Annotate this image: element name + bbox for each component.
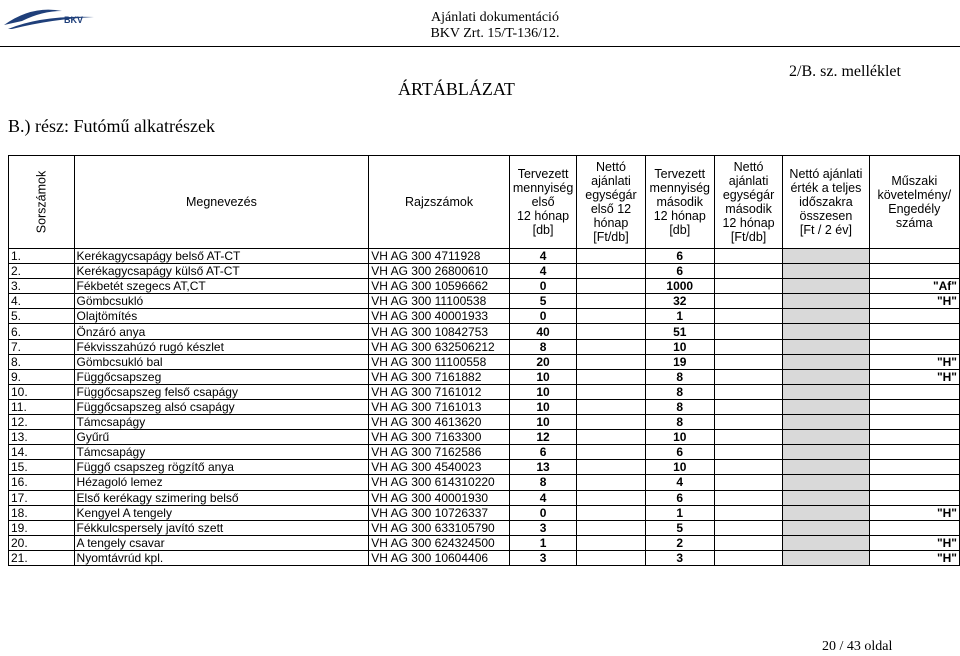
unit-price-first-year xyxy=(577,550,645,565)
quantity-second-year: 4 xyxy=(645,475,714,490)
item-name: Függőcsapszeg xyxy=(74,369,369,384)
table-row xyxy=(9,445,960,460)
total-value xyxy=(783,279,869,294)
drawing-number: VH AG 300 633105790 xyxy=(369,520,510,535)
total-value xyxy=(783,309,869,324)
quantity-second-year: 8 xyxy=(645,369,714,384)
table-row xyxy=(9,354,960,369)
table-row xyxy=(9,264,960,279)
unit-price-second-year xyxy=(714,505,782,520)
quantity-first-year: 0 xyxy=(509,279,577,294)
row-number: 17. xyxy=(9,490,75,505)
item-name: Függőcsapszeg felső csapágy xyxy=(74,384,369,399)
total-value xyxy=(783,475,869,490)
drawing-number: VH AG 300 4540023 xyxy=(369,460,510,475)
table-row xyxy=(9,294,960,309)
table-row xyxy=(9,384,960,399)
drawing-number: VH AG 300 7162586 xyxy=(369,445,510,460)
quantity-first-year: 5 xyxy=(509,294,577,309)
technical-requirement xyxy=(869,520,959,535)
technical-requirement xyxy=(869,339,959,354)
total-value xyxy=(783,324,869,339)
col-header-quantity-first: Tervezett mennyiség első 12 hónap [db] xyxy=(509,156,577,249)
technical-requirement: "H" xyxy=(869,535,959,550)
item-name: Olajtömítés xyxy=(74,309,369,324)
item-name: Fékkulcspersely javító szett xyxy=(74,520,369,535)
technical-requirement: "Af" xyxy=(869,279,959,294)
total-value xyxy=(783,294,869,309)
row-number: 21. xyxy=(9,550,75,565)
item-name: Első kerékagy szimering belső xyxy=(74,490,369,505)
row-number: 19. xyxy=(9,520,75,535)
item-name: Függő csapszeg rögzítő anya xyxy=(74,460,369,475)
table-row xyxy=(9,279,960,294)
unit-price-second-year xyxy=(714,309,782,324)
drawing-number: VH AG 300 10842753 xyxy=(369,324,510,339)
quantity-first-year: 13 xyxy=(509,460,577,475)
unit-price-first-year xyxy=(577,309,645,324)
unit-price-second-year xyxy=(714,354,782,369)
row-number: 12. xyxy=(9,415,75,430)
col-header-total-value: Nettó ajánlati érték a teljes időszakra összesen [Ft / 2 év] xyxy=(783,156,869,249)
price-table xyxy=(8,155,960,566)
unit-price-second-year xyxy=(714,264,782,279)
table-header-row xyxy=(9,156,960,249)
quantity-second-year: 19 xyxy=(645,354,714,369)
quantity-second-year: 2 xyxy=(645,535,714,550)
total-value xyxy=(783,490,869,505)
drawing-number: VH AG 300 7161882 xyxy=(369,369,510,384)
table-row xyxy=(9,430,960,445)
table-row xyxy=(9,249,960,264)
drawing-number: VH AG 300 614310220 xyxy=(369,475,510,490)
quantity-second-year: 1000 xyxy=(645,279,714,294)
drawing-number: VH AG 300 10604406 xyxy=(369,550,510,565)
unit-price-second-year xyxy=(714,369,782,384)
table-row xyxy=(9,369,960,384)
row-number: 6. xyxy=(9,324,75,339)
quantity-first-year: 3 xyxy=(509,550,577,565)
quantity-second-year: 8 xyxy=(645,415,714,430)
table-row xyxy=(9,505,960,520)
table-row xyxy=(9,535,960,550)
unit-price-second-year xyxy=(714,460,782,475)
row-number: 20. xyxy=(9,535,75,550)
col-header-quantity-second: Tervezett mennyiség második 12 hónap [db] xyxy=(645,156,714,249)
quantity-second-year: 6 xyxy=(645,490,714,505)
drawing-number: VH AG 300 11100538 xyxy=(369,294,510,309)
quantity-second-year: 6 xyxy=(645,445,714,460)
unit-price-first-year xyxy=(577,399,645,414)
technical-requirement xyxy=(869,430,959,445)
unit-price-first-year xyxy=(577,339,645,354)
quantity-first-year: 8 xyxy=(509,475,577,490)
drawing-number: VH AG 300 10726337 xyxy=(369,505,510,520)
quantity-second-year: 8 xyxy=(645,399,714,414)
unit-price-second-year xyxy=(714,324,782,339)
table-row xyxy=(9,460,960,475)
page-title: ÁRTÁBLÁZAT xyxy=(398,79,515,99)
unit-price-second-year xyxy=(714,249,782,264)
unit-price-second-year xyxy=(714,399,782,414)
row-number: 18. xyxy=(9,505,75,520)
unit-price-second-year xyxy=(714,430,782,445)
item-name: Fékbetét szegecs AT,CT xyxy=(74,279,369,294)
technical-requirement xyxy=(869,264,959,279)
quantity-second-year: 6 xyxy=(645,264,714,279)
row-number: 8. xyxy=(9,354,75,369)
unit-price-second-year xyxy=(714,490,782,505)
quantity-second-year: 10 xyxy=(645,339,714,354)
row-number: 9. xyxy=(9,369,75,384)
header-doc-title: Ajánlati dokumentáció xyxy=(431,10,559,25)
row-number: 15. xyxy=(9,460,75,475)
col-header-megnevezes: Megnevezés xyxy=(74,156,369,249)
quantity-first-year: 3 xyxy=(509,520,577,535)
annex-label: 2/B. sz. melléklet xyxy=(789,63,901,80)
row-number: 10. xyxy=(9,384,75,399)
item-name: Kengyel A tengely xyxy=(74,505,369,520)
quantity-first-year: 10 xyxy=(509,369,577,384)
total-value xyxy=(783,264,869,279)
total-value xyxy=(783,249,869,264)
unit-price-first-year xyxy=(577,264,645,279)
quantity-first-year: 40 xyxy=(509,324,577,339)
quantity-second-year: 3 xyxy=(645,550,714,565)
total-value xyxy=(783,430,869,445)
technical-requirement xyxy=(869,384,959,399)
unit-price-second-year xyxy=(714,535,782,550)
technical-requirement xyxy=(869,415,959,430)
item-name: Támcsapágy xyxy=(74,415,369,430)
unit-price-first-year xyxy=(577,279,645,294)
drawing-number: VH AG 300 7161013 xyxy=(369,399,510,414)
row-number: 14. xyxy=(9,445,75,460)
quantity-first-year: 4 xyxy=(509,490,577,505)
header-rule xyxy=(0,46,960,47)
quantity-second-year: 51 xyxy=(645,324,714,339)
col-header-rajzszam: Rajzszámok xyxy=(369,156,510,249)
logo-text: BKV xyxy=(64,15,84,25)
table-row xyxy=(9,324,960,339)
quantity-second-year: 8 xyxy=(645,384,714,399)
quantity-first-year: 1 xyxy=(509,535,577,550)
item-name: Gömbcsukló bal xyxy=(74,354,369,369)
row-number: 1. xyxy=(9,249,75,264)
unit-price-first-year xyxy=(577,520,645,535)
technical-requirement xyxy=(869,324,959,339)
total-value xyxy=(783,415,869,430)
table-row xyxy=(9,550,960,565)
drawing-number: VH AG 300 632506212 xyxy=(369,339,510,354)
drawing-number: VH AG 300 7161012 xyxy=(369,384,510,399)
unit-price-second-year xyxy=(714,339,782,354)
page-number: 20 / 43 oldal xyxy=(822,639,893,654)
table-row xyxy=(9,415,960,430)
unit-price-first-year xyxy=(577,475,645,490)
item-name: Támcsapágy xyxy=(74,445,369,460)
unit-price-second-year xyxy=(714,294,782,309)
technical-requirement: "H" xyxy=(869,369,959,384)
technical-requirement xyxy=(869,460,959,475)
drawing-number: VH AG 300 40001933 xyxy=(369,309,510,324)
unit-price-first-year xyxy=(577,445,645,460)
unit-price-second-year xyxy=(714,415,782,430)
total-value xyxy=(783,550,869,565)
quantity-first-year: 20 xyxy=(509,354,577,369)
row-number: 2. xyxy=(9,264,75,279)
drawing-number: VH AG 300 40001930 xyxy=(369,490,510,505)
technical-requirement xyxy=(869,399,959,414)
quantity-first-year: 4 xyxy=(509,249,577,264)
item-name: Kerékagycsapágy külső AT-CT xyxy=(74,264,369,279)
technical-requirement xyxy=(869,490,959,505)
unit-price-first-year xyxy=(577,460,645,475)
item-name: Gyűrű xyxy=(74,430,369,445)
row-number: 11. xyxy=(9,399,75,414)
table-row xyxy=(9,309,960,324)
quantity-first-year: 4 xyxy=(509,264,577,279)
item-name: Fékvisszahúzó rugó készlet xyxy=(74,339,369,354)
total-value xyxy=(783,460,869,475)
unit-price-first-year xyxy=(577,354,645,369)
drawing-number: VH AG 300 7163300 xyxy=(369,430,510,445)
row-number: 13. xyxy=(9,430,75,445)
table-row xyxy=(9,475,960,490)
total-value xyxy=(783,399,869,414)
table-body xyxy=(9,249,960,566)
unit-price-first-year xyxy=(577,490,645,505)
unit-price-second-year xyxy=(714,520,782,535)
total-value xyxy=(783,369,869,384)
item-name: Önzáró anya xyxy=(74,324,369,339)
quantity-first-year: 10 xyxy=(509,384,577,399)
technical-requirement: "H" xyxy=(869,550,959,565)
total-value xyxy=(783,445,869,460)
drawing-number: VH AG 300 4613620 xyxy=(369,415,510,430)
unit-price-first-year xyxy=(577,369,645,384)
total-value xyxy=(783,339,869,354)
item-name: Gömbcsukló xyxy=(74,294,369,309)
table-row xyxy=(9,339,960,354)
drawing-number: VH AG 300 11100558 xyxy=(369,354,510,369)
unit-price-first-year xyxy=(577,294,645,309)
quantity-second-year: 10 xyxy=(645,430,714,445)
table-row xyxy=(9,520,960,535)
item-name: Kerékagycsapágy belső AT-CT xyxy=(74,249,369,264)
quantity-second-year: 1 xyxy=(645,505,714,520)
col-header-requirement: Műszaki követelmény/ Engedély száma xyxy=(869,156,959,249)
quantity-second-year: 10 xyxy=(645,460,714,475)
col-header-price-first: Nettó ajánlati egységár első 12 hónap [Ft/db] xyxy=(577,156,645,249)
row-number: 4. xyxy=(9,294,75,309)
item-name: Függőcsapszeg alsó csapágy xyxy=(74,399,369,414)
quantity-first-year: 8 xyxy=(509,339,577,354)
unit-price-first-year xyxy=(577,415,645,430)
quantity-first-year: 6 xyxy=(509,445,577,460)
item-name: A tengely csavar xyxy=(74,535,369,550)
item-name: Nyomtávrúd kpl. xyxy=(74,550,369,565)
unit-price-first-year xyxy=(577,384,645,399)
total-value xyxy=(783,354,869,369)
unit-price-first-year xyxy=(577,324,645,339)
technical-requirement xyxy=(869,475,959,490)
drawing-number: VH AG 300 10596662 xyxy=(369,279,510,294)
quantity-second-year: 1 xyxy=(645,309,714,324)
row-number: 16. xyxy=(9,475,75,490)
technical-requirement xyxy=(869,249,959,264)
unit-price-first-year xyxy=(577,249,645,264)
table-row xyxy=(9,490,960,505)
unit-price-second-year xyxy=(714,475,782,490)
unit-price-first-year xyxy=(577,505,645,520)
unit-price-first-year xyxy=(577,430,645,445)
unit-price-first-year xyxy=(577,535,645,550)
unit-price-second-year xyxy=(714,445,782,460)
total-value xyxy=(783,505,869,520)
total-value xyxy=(783,384,869,399)
quantity-first-year: 0 xyxy=(509,309,577,324)
unit-price-second-year xyxy=(714,279,782,294)
row-number: 7. xyxy=(9,339,75,354)
section-title: B.) rész: Futómű alkatrészek xyxy=(8,116,215,136)
quantity-second-year: 32 xyxy=(645,294,714,309)
table-row xyxy=(9,399,960,414)
unit-price-second-year xyxy=(714,384,782,399)
col-header-price-second: Nettó ajánlati egységár második 12 hónap [Ft/db] xyxy=(714,156,782,249)
quantity-first-year: 0 xyxy=(509,505,577,520)
technical-requirement xyxy=(869,445,959,460)
col-header-sorszam: Sorszámok xyxy=(9,156,75,249)
quantity-second-year: 5 xyxy=(645,520,714,535)
technical-requirement: "H" xyxy=(869,354,959,369)
row-number: 3. xyxy=(9,279,75,294)
total-value xyxy=(783,520,869,535)
quantity-first-year: 10 xyxy=(509,399,577,414)
unit-price-second-year xyxy=(714,550,782,565)
technical-requirement xyxy=(869,309,959,324)
technical-requirement: "H" xyxy=(869,294,959,309)
quantity-second-year: 6 xyxy=(645,249,714,264)
quantity-first-year: 10 xyxy=(509,415,577,430)
drawing-number: VH AG 300 4711928 xyxy=(369,249,510,264)
quantity-first-year: 12 xyxy=(509,430,577,445)
drawing-number: VH AG 300 26800610 xyxy=(369,264,510,279)
header-doc-number: BKV Zrt. 15/T-136/12. xyxy=(430,26,560,41)
item-name: Hézagoló lemez xyxy=(74,475,369,490)
technical-requirement: "H" xyxy=(869,505,959,520)
total-value xyxy=(783,535,869,550)
row-number: 5. xyxy=(9,309,75,324)
drawing-number: VH AG 300 624324500 xyxy=(369,535,510,550)
